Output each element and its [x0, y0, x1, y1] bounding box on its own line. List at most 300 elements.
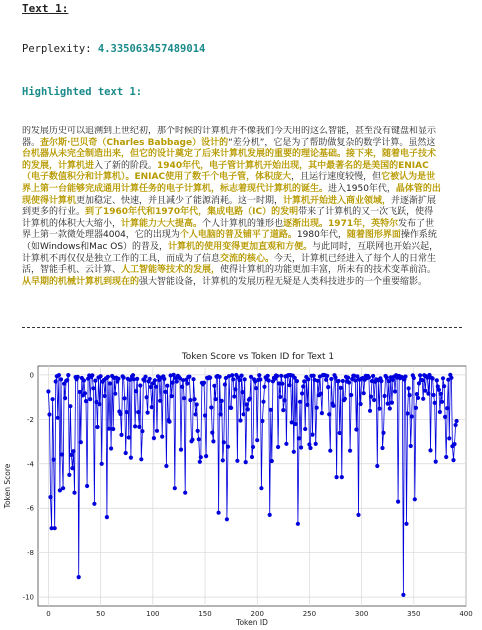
- data-point: [100, 462, 104, 466]
- data-point: [246, 407, 250, 411]
- data-point: [187, 375, 191, 379]
- data-point: [133, 424, 137, 428]
- data-point: [153, 378, 157, 382]
- highlighted-segment: 逐渐出现。1971年，英特尔: [283, 218, 399, 229]
- data-point: [72, 491, 76, 495]
- data-point: [437, 388, 441, 392]
- data-point: [431, 376, 435, 380]
- x-tick-label: 250: [302, 610, 317, 618]
- data-point: [188, 398, 192, 402]
- data-point: [150, 405, 154, 409]
- data-point: [281, 408, 285, 412]
- data-point: [152, 436, 156, 440]
- data-point: [380, 446, 384, 450]
- data-point: [162, 377, 166, 381]
- text-segment: “差分机”，它是为了帮助做复杂的数学计算。虽然这: [228, 137, 436, 148]
- data-point: [138, 383, 142, 387]
- data-point: [158, 399, 162, 403]
- text-segment: 的发展历史可以追溯到上世纪初，那个时候的计算机并不像我们今天用的这么智能，甚至没有键盘和显示器。: [22, 126, 437, 148]
- data-point: [164, 464, 168, 468]
- data-point: [410, 414, 414, 418]
- data-point: [93, 379, 97, 383]
- data-point: [284, 442, 288, 446]
- data-point: [275, 374, 279, 378]
- data-point: [387, 379, 391, 383]
- data-point: [270, 459, 274, 463]
- data-point: [413, 497, 417, 501]
- data-point: [53, 526, 57, 530]
- data-point: [84, 399, 88, 403]
- data-point: [335, 475, 339, 479]
- data-point: [76, 375, 80, 379]
- data-point: [149, 385, 153, 389]
- y-tick-label: -4: [27, 460, 34, 469]
- x-tick-label: 100: [146, 610, 160, 618]
- y-tick-label: -6: [27, 504, 34, 513]
- data-point: [242, 412, 246, 416]
- highlighted-text-body: [22, 126, 442, 291]
- data-point: [175, 379, 179, 383]
- data-point: [225, 517, 229, 521]
- data-point: [259, 486, 263, 490]
- data-point: [106, 375, 110, 379]
- text-segment: 更加稳定、快速，并且减少了能源消耗。这一时期，: [76, 195, 284, 206]
- data-point: [71, 449, 75, 453]
- data-point: [347, 380, 351, 384]
- data-point: [197, 437, 201, 441]
- data-point: [199, 455, 203, 459]
- data-point: [420, 378, 424, 382]
- data-point: [314, 442, 318, 446]
- y-axis-label: Token Score: [3, 463, 12, 509]
- data-point: [438, 410, 442, 414]
- data-point: [137, 425, 141, 429]
- data-point: [170, 394, 174, 398]
- data-point: [134, 389, 138, 393]
- data-point: [232, 394, 236, 398]
- data-point: [439, 392, 443, 396]
- data-point: [312, 374, 316, 378]
- y-tick-label: -2: [27, 415, 34, 424]
- data-point: [233, 387, 237, 391]
- data-point: [428, 448, 432, 452]
- data-point: [155, 429, 159, 433]
- data-point: [107, 427, 111, 431]
- data-point: [367, 375, 371, 379]
- data-point: [369, 395, 373, 399]
- data-point: [113, 392, 117, 396]
- data-point: [282, 398, 286, 402]
- data-point: [231, 377, 235, 381]
- text-segment: 与此同时，互联网也开始兴起，计算机不再仅仅是独立工作的工具，而成为了信息: [22, 241, 439, 264]
- data-point: [267, 378, 271, 382]
- data-point: [183, 491, 187, 495]
- dashed-divider: [22, 327, 462, 328]
- data-point: [278, 395, 282, 399]
- highlighted-segment: 计算机的使用变得更加直观和方便。: [168, 241, 313, 252]
- text-segment: 强大智能设备，计算机的发展历程无疑是人类科技进步的一个重要缩影。: [139, 276, 428, 287]
- data-point: [229, 406, 233, 410]
- data-point: [220, 399, 224, 403]
- data-point: [180, 385, 184, 389]
- data-point: [301, 384, 305, 388]
- data-point: [140, 429, 144, 433]
- data-point: [251, 445, 255, 449]
- data-point: [103, 394, 107, 398]
- data-point: [310, 433, 314, 437]
- data-point: [226, 445, 230, 449]
- highlighted-segment: 从早期的机械计算机到现在的: [22, 276, 140, 287]
- data-point: [353, 378, 357, 382]
- data-point: [78, 390, 82, 394]
- data-point: [262, 385, 266, 389]
- data-point: [315, 406, 319, 410]
- data-point: [51, 397, 55, 401]
- data-point: [116, 377, 120, 381]
- data-point: [119, 433, 123, 437]
- data-point: [46, 389, 50, 393]
- data-point: [426, 392, 430, 396]
- data-point: [449, 376, 453, 380]
- perplexity-value: 4.335063457489014: [97, 43, 206, 55]
- data-point: [60, 452, 64, 456]
- data-point: [390, 401, 394, 405]
- data-point: [377, 407, 381, 411]
- data-point: [280, 382, 284, 386]
- data-point: [414, 406, 418, 410]
- text-title: Text 1:: [22, 2, 69, 15]
- data-point: [165, 384, 169, 388]
- data-point: [372, 398, 376, 402]
- data-point: [401, 593, 405, 597]
- data-point: [319, 392, 323, 396]
- highlighted-segment: 交流的核心。: [220, 253, 275, 264]
- data-point: [288, 383, 292, 387]
- data-point: [454, 423, 458, 427]
- data-point: [276, 445, 280, 449]
- data-point: [167, 420, 171, 424]
- data-point: [109, 446, 113, 450]
- data-point: [354, 427, 358, 431]
- data-point: [328, 449, 332, 453]
- data-point: [298, 400, 302, 404]
- data-point: [91, 386, 95, 390]
- data-point: [143, 375, 147, 379]
- data-point: [210, 431, 214, 435]
- highlighted-segment: 台机器从未完全制造出来，但它的设计奠定了后来计算机发展的重要的理论基础。接下来，随着电子技术的发展，计算机进: [22, 149, 437, 171]
- data-point: [371, 374, 375, 378]
- data-point: [404, 522, 408, 526]
- data-point: [111, 427, 115, 431]
- highlighted-segment: 个人电脑的普及铺平了道路。: [179, 230, 297, 241]
- x-axis-label: Token ID: [236, 618, 268, 627]
- data-point: [241, 390, 245, 394]
- data-point: [160, 435, 164, 439]
- x-tick-label: 0: [46, 610, 51, 618]
- data-point: [306, 377, 310, 381]
- data-point: [65, 378, 69, 382]
- data-point: [447, 436, 451, 440]
- data-point: [254, 386, 258, 390]
- data-point: [326, 385, 330, 389]
- data-point: [105, 515, 109, 519]
- data-point: [296, 522, 300, 526]
- data-point: [305, 403, 309, 407]
- data-point: [124, 451, 128, 455]
- data-point: [405, 411, 409, 415]
- data-point: [250, 455, 254, 459]
- data-point: [325, 374, 329, 378]
- data-point: [82, 378, 86, 382]
- data-point: [171, 381, 175, 385]
- data-point: [331, 404, 335, 408]
- data-point: [268, 513, 272, 517]
- data-point: [196, 429, 200, 433]
- data-point: [383, 394, 387, 398]
- highlighted-segment: 计算能力大大提高。: [121, 218, 203, 229]
- data-point: [339, 386, 343, 390]
- x-tick-label: 200: [250, 610, 264, 618]
- data-point: [359, 402, 363, 406]
- data-point: [69, 453, 73, 457]
- data-point: [452, 442, 456, 446]
- data-point: [222, 440, 226, 444]
- data-point: [269, 408, 273, 412]
- data-point: [443, 415, 447, 419]
- data-point: [163, 390, 167, 394]
- data-point: [238, 418, 242, 422]
- data-point: [131, 373, 135, 377]
- y-tick-label: -8: [27, 549, 34, 558]
- chart-title: Token Score vs Token ID for Text 1: [181, 352, 335, 362]
- data-point: [79, 440, 83, 444]
- data-point: [173, 486, 177, 490]
- data-point: [123, 396, 127, 400]
- data-point: [441, 376, 445, 380]
- data-point: [142, 378, 146, 382]
- y-tick-label: -10: [22, 593, 34, 602]
- data-point: [295, 379, 299, 383]
- data-point: [316, 379, 320, 383]
- data-point: [320, 411, 324, 415]
- data-point: [209, 405, 213, 409]
- data-point: [423, 389, 427, 393]
- text-segment: 带来了计算机的又一次飞跃，使得计算机的体积大大缩小，: [22, 207, 434, 229]
- data-point: [327, 412, 331, 416]
- data-point: [292, 450, 296, 454]
- data-point: [191, 377, 195, 381]
- highlighted-segment: 到了1960年代和1970年代，集成电路（IC）的发明: [85, 207, 299, 218]
- highlighted-text-label: Highlighted text 1:: [22, 86, 143, 98]
- data-point: [135, 377, 139, 381]
- data-point: [61, 486, 65, 490]
- data-point: [185, 381, 189, 385]
- data-point: [343, 397, 347, 401]
- data-point: [90, 373, 94, 377]
- data-point: [230, 373, 234, 377]
- data-point: [421, 397, 425, 401]
- data-point: [83, 391, 87, 395]
- text-segment: 入了新的阶段。: [94, 160, 158, 171]
- data-point: [385, 376, 389, 380]
- data-point: [194, 412, 198, 416]
- data-point: [290, 420, 294, 424]
- data-point: [56, 416, 60, 420]
- data-point: [346, 376, 350, 380]
- data-point: [127, 435, 131, 439]
- data-point: [218, 375, 222, 379]
- data-point: [68, 404, 72, 408]
- data-point: [54, 379, 58, 383]
- data-point: [257, 373, 261, 377]
- data-point: [213, 397, 217, 401]
- data-point: [415, 392, 419, 396]
- x-tick-label: 400: [459, 610, 473, 618]
- data-point: [212, 384, 216, 388]
- highlighted-segment: 人工智能等技术的发展，: [121, 265, 221, 276]
- highlighted-segment: 随着图形界面: [346, 230, 401, 241]
- data-point: [409, 444, 413, 448]
- data-point: [98, 402, 102, 406]
- data-point: [362, 391, 366, 395]
- data-point: [136, 410, 140, 414]
- text-segment: 个人计算机的雏形也: [202, 218, 284, 229]
- data-point: [88, 397, 92, 401]
- data-point: [240, 374, 244, 378]
- data-point: [52, 458, 56, 462]
- data-point: [47, 412, 51, 416]
- data-point: [442, 384, 446, 388]
- data-point: [182, 396, 186, 400]
- data-point: [340, 475, 344, 479]
- text-segment: 1980年代，: [296, 230, 347, 241]
- data-point: [70, 466, 74, 470]
- data-point: [118, 412, 122, 416]
- data-point: [338, 431, 342, 435]
- data-point: [77, 575, 81, 579]
- data-point: [204, 454, 208, 458]
- data-point: [302, 379, 306, 383]
- data-point: [416, 396, 420, 400]
- data-point: [432, 393, 436, 397]
- token-score-chart: [0, 348, 482, 630]
- data-point: [348, 449, 352, 453]
- data-point: [211, 439, 215, 443]
- data-point: [59, 377, 63, 381]
- data-point: [85, 484, 89, 488]
- x-tick-label: 50: [96, 610, 106, 618]
- data-point: [261, 400, 265, 404]
- data-point: [379, 379, 383, 383]
- data-point: [235, 459, 239, 463]
- perplexity-label: Perplexity:: [22, 43, 92, 55]
- text-segment: 并逐渐扩展到更多的行业。: [22, 195, 437, 218]
- data-point: [393, 389, 397, 393]
- data-point: [388, 406, 392, 410]
- highlighted-segment: 晶体管的出现使得计算机: [22, 183, 441, 206]
- data-point: [266, 374, 270, 378]
- data-point: [407, 386, 411, 390]
- x-tick-label: 300: [354, 610, 369, 618]
- data-point: [308, 446, 312, 450]
- data-point: [67, 473, 71, 477]
- highlighted-segment: 查尔斯·巴贝奇（Charles Babbage）设计的: [40, 137, 229, 148]
- data-point: [303, 427, 307, 431]
- data-point: [48, 495, 52, 499]
- data-point: [125, 410, 129, 414]
- data-point: [381, 431, 385, 435]
- data-point: [403, 374, 407, 378]
- data-point: [324, 378, 328, 382]
- data-point: [356, 513, 360, 517]
- data-point: [99, 374, 103, 378]
- data-point: [122, 375, 126, 379]
- data-point: [258, 377, 262, 381]
- data-point: [57, 373, 61, 377]
- data-point: [248, 397, 252, 401]
- data-point: [219, 412, 223, 416]
- data-point: [412, 376, 416, 380]
- data-point: [148, 377, 152, 381]
- data-point: [417, 381, 421, 385]
- data-point: [223, 382, 227, 386]
- text-segment: 进入1950年代，: [328, 183, 396, 194]
- data-point: [92, 502, 96, 506]
- data-point: [300, 391, 304, 395]
- data-point: [63, 396, 67, 400]
- data-point: [217, 511, 221, 515]
- data-point: [179, 448, 183, 452]
- data-point: [198, 460, 202, 464]
- data-point: [433, 401, 437, 405]
- data-point: [190, 438, 194, 442]
- data-point: [145, 395, 149, 399]
- data-point: [408, 393, 412, 397]
- data-point: [418, 373, 422, 377]
- highlighted-segment: 它被认为是世界上第一台能够完成通用计算任务的电子计算机，标志着现代计算机的诞生。: [22, 172, 436, 194]
- data-point: [255, 438, 259, 442]
- highlighted-segment: 1940年代，电子管计算机开始出现，其中最著名的是美国的ENIAC（电子数值积分和计算机）。ENIAC使用了数千个电子管，体积庞大: [22, 160, 429, 183]
- text-segment: 使得计算机的功能更加丰富，所未有的技术变革前沿。: [220, 265, 437, 276]
- data-point: [455, 419, 459, 423]
- data-point: [368, 409, 372, 413]
- data-point: [108, 381, 112, 385]
- data-point: [203, 413, 207, 417]
- data-point: [129, 456, 133, 460]
- data-point: [244, 460, 248, 464]
- data-point: [146, 411, 150, 415]
- text-segment: ，且运行速度较慢，但: [291, 172, 382, 183]
- data-point: [333, 375, 337, 379]
- data-point: [202, 381, 206, 385]
- data-point: [294, 422, 298, 426]
- data-point: [451, 458, 455, 462]
- data-point: [279, 374, 283, 378]
- data-point: [297, 436, 301, 440]
- data-point: [349, 393, 353, 397]
- data-point: [444, 455, 448, 459]
- data-point: [375, 464, 379, 468]
- highlighted-segment: 计算机开始进入商业领域，: [283, 195, 392, 206]
- data-point: [434, 460, 438, 464]
- x-tick-label: 150: [198, 610, 212, 618]
- data-point: [139, 457, 143, 461]
- data-point: [245, 402, 249, 406]
- data-point: [329, 377, 333, 381]
- text-segment: 操作系统（如Windows和Mac OS）的普及，: [22, 230, 437, 252]
- data-point: [435, 378, 439, 382]
- data-point: [221, 458, 225, 462]
